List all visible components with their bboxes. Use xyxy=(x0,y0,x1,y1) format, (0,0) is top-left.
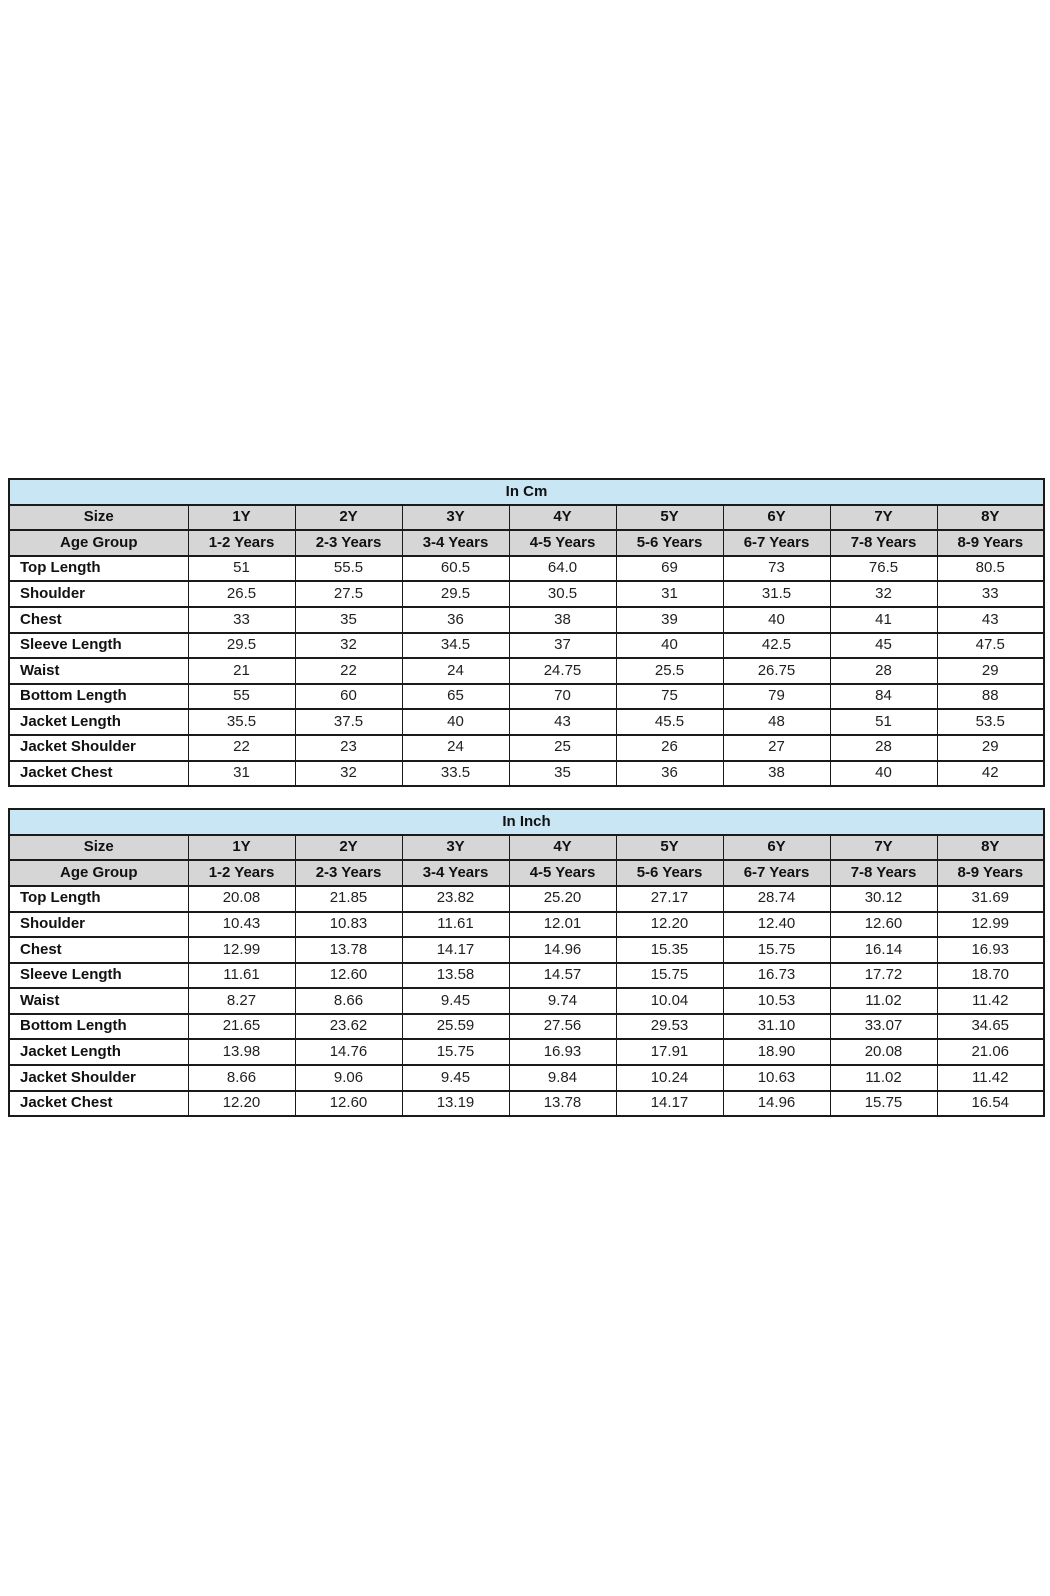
measurement-value: 55 xyxy=(188,684,295,710)
measurement-value: 16.73 xyxy=(723,963,830,989)
measurement-value: 12.20 xyxy=(616,912,723,938)
measurement-row-label: Jacket Chest xyxy=(9,1091,188,1117)
size-column-header: 3Y xyxy=(402,835,509,861)
age-group-value: 8-9 Years xyxy=(937,530,1044,556)
measurement-value: 51 xyxy=(830,709,937,735)
measurement-value: 33 xyxy=(937,581,1044,607)
measurement-value: 31.5 xyxy=(723,581,830,607)
age-group-value: 1-2 Years xyxy=(188,530,295,556)
measurement-value: 15.75 xyxy=(402,1039,509,1065)
measurement-row-label: Shoulder xyxy=(9,912,188,938)
measurement-value: 80.5 xyxy=(937,556,1044,582)
size-column-header: 7Y xyxy=(830,505,937,531)
age-group-value: 8-9 Years xyxy=(937,860,1044,886)
measurement-value: 26.75 xyxy=(723,658,830,684)
age-group-value: 2-3 Years xyxy=(295,860,402,886)
measurement-value: 16.93 xyxy=(937,937,1044,963)
measurement-value: 33.07 xyxy=(830,1014,937,1040)
size-column-header: 3Y xyxy=(402,505,509,531)
measurement-value: 12.40 xyxy=(723,912,830,938)
measurement-value: 20.08 xyxy=(830,1039,937,1065)
measurement-row-label: Chest xyxy=(9,607,188,633)
age-group-value: 6-7 Years xyxy=(723,530,830,556)
measurement-row xyxy=(9,1091,1044,1117)
measurement-value: 25 xyxy=(509,735,616,761)
measurement-value: 76.5 xyxy=(830,556,937,582)
measurement-value: 36 xyxy=(402,607,509,633)
measurement-row-label: Jacket Length xyxy=(9,709,188,735)
measurement-row xyxy=(9,607,1044,633)
measurement-value: 13.78 xyxy=(509,1091,616,1117)
measurement-value: 18.70 xyxy=(937,963,1044,989)
measurement-value: 36 xyxy=(616,761,723,787)
size-header-label: Size xyxy=(9,835,188,861)
measurement-row xyxy=(9,709,1044,735)
measurement-row-label: Bottom Length xyxy=(9,1014,188,1040)
measurement-value: 14.96 xyxy=(723,1091,830,1117)
measurement-value: 13.78 xyxy=(295,937,402,963)
measurement-value: 8.27 xyxy=(188,988,295,1014)
measurement-value: 9.84 xyxy=(509,1065,616,1091)
measurement-row xyxy=(9,886,1044,912)
measurement-value: 8.66 xyxy=(188,1065,295,1091)
size-chart-tables xyxy=(8,478,1045,1117)
measurement-value: 23 xyxy=(295,735,402,761)
measurement-value: 31 xyxy=(188,761,295,787)
age-group-value: 7-8 Years xyxy=(830,530,937,556)
measurement-value: 8.66 xyxy=(295,988,402,1014)
measurement-value: 69 xyxy=(616,556,723,582)
measurement-value: 16.93 xyxy=(509,1039,616,1065)
table-title-row xyxy=(9,479,1044,505)
size-chart-table-cm xyxy=(8,478,1045,787)
age-group-label: Age Group xyxy=(9,860,188,886)
measurement-value: 40 xyxy=(830,761,937,787)
measurement-row-label: Bottom Length xyxy=(9,684,188,710)
measurement-row xyxy=(9,1065,1044,1091)
measurement-value: 17.91 xyxy=(616,1039,723,1065)
measurement-value: 9.45 xyxy=(402,988,509,1014)
measurement-value: 64.0 xyxy=(509,556,616,582)
measurement-value: 27.5 xyxy=(295,581,402,607)
measurement-value: 32 xyxy=(295,761,402,787)
size-header-row xyxy=(9,505,1044,531)
measurement-value: 25.59 xyxy=(402,1014,509,1040)
measurement-value: 21.06 xyxy=(937,1039,1044,1065)
age-group-value: 5-6 Years xyxy=(616,530,723,556)
measurement-value: 45.5 xyxy=(616,709,723,735)
measurement-row-label: Waist xyxy=(9,658,188,684)
measurement-value: 10.24 xyxy=(616,1065,723,1091)
measurement-row xyxy=(9,556,1044,582)
measurement-value: 27 xyxy=(723,735,830,761)
measurement-value: 20.08 xyxy=(188,886,295,912)
size-column-header: 6Y xyxy=(723,505,830,531)
measurement-value: 42 xyxy=(937,761,1044,787)
size-column-header: 2Y xyxy=(295,835,402,861)
measurement-value: 35 xyxy=(295,607,402,633)
measurement-row xyxy=(9,581,1044,607)
table-title: In Inch xyxy=(9,809,1044,835)
measurement-value: 27.17 xyxy=(616,886,723,912)
measurement-value: 23.82 xyxy=(402,886,509,912)
measurement-value: 24 xyxy=(402,735,509,761)
table-title-row xyxy=(9,809,1044,835)
measurement-value: 39 xyxy=(616,607,723,633)
measurement-value: 18.90 xyxy=(723,1039,830,1065)
measurement-value: 21.85 xyxy=(295,886,402,912)
age-group-value: 3-4 Years xyxy=(402,530,509,556)
size-chart-table-inch xyxy=(8,808,1045,1117)
size-column-header: 1Y xyxy=(188,505,295,531)
measurement-row xyxy=(9,1014,1044,1040)
measurement-value: 22 xyxy=(188,735,295,761)
measurement-value: 84 xyxy=(830,684,937,710)
measurement-row xyxy=(9,963,1044,989)
measurement-value: 12.99 xyxy=(937,912,1044,938)
measurement-value: 12.20 xyxy=(188,1091,295,1117)
age-group-value: 6-7 Years xyxy=(723,860,830,886)
measurement-value: 35.5 xyxy=(188,709,295,735)
measurement-value: 34.65 xyxy=(937,1014,1044,1040)
measurement-value: 16.14 xyxy=(830,937,937,963)
measurement-value: 38 xyxy=(509,607,616,633)
measurement-value: 12.60 xyxy=(295,1091,402,1117)
measurement-value: 40 xyxy=(723,607,830,633)
measurement-value: 37 xyxy=(509,633,616,659)
measurement-value: 11.42 xyxy=(937,988,1044,1014)
size-column-header: 8Y xyxy=(937,505,1044,531)
measurement-value: 26 xyxy=(616,735,723,761)
measurement-value: 21 xyxy=(188,658,295,684)
size-column-header: 8Y xyxy=(937,835,1044,861)
measurement-value: 9.45 xyxy=(402,1065,509,1091)
measurement-value: 22 xyxy=(295,658,402,684)
measurement-row xyxy=(9,761,1044,787)
measurement-value: 28 xyxy=(830,735,937,761)
measurement-row-label: Jacket Shoulder xyxy=(9,1065,188,1091)
measurement-value: 11.61 xyxy=(402,912,509,938)
measurement-row-label: Chest xyxy=(9,937,188,963)
size-header-label: Size xyxy=(9,505,188,531)
measurement-value: 60.5 xyxy=(402,556,509,582)
size-column-header: 6Y xyxy=(723,835,830,861)
measurement-value: 79 xyxy=(723,684,830,710)
measurement-value: 11.61 xyxy=(188,963,295,989)
measurement-value: 10.83 xyxy=(295,912,402,938)
age-group-row xyxy=(9,530,1044,556)
measurement-value: 40 xyxy=(616,633,723,659)
measurement-value: 40 xyxy=(402,709,509,735)
measurement-value: 23.62 xyxy=(295,1014,402,1040)
measurement-row-label: Top Length xyxy=(9,556,188,582)
measurement-value: 13.58 xyxy=(402,963,509,989)
size-column-header: 1Y xyxy=(188,835,295,861)
measurement-value: 55.5 xyxy=(295,556,402,582)
measurement-value: 10.04 xyxy=(616,988,723,1014)
measurement-value: 12.60 xyxy=(830,912,937,938)
size-column-header: 2Y xyxy=(295,505,402,531)
age-group-value: 1-2 Years xyxy=(188,860,295,886)
measurement-value: 37.5 xyxy=(295,709,402,735)
measurement-value: 28 xyxy=(830,658,937,684)
measurement-value: 47.5 xyxy=(937,633,1044,659)
measurement-value: 9.74 xyxy=(509,988,616,1014)
size-column-header: 4Y xyxy=(509,505,616,531)
measurement-value: 13.98 xyxy=(188,1039,295,1065)
measurement-value: 45 xyxy=(830,633,937,659)
measurement-value: 14.96 xyxy=(509,937,616,963)
measurement-value: 12.60 xyxy=(295,963,402,989)
measurement-row-label: Sleeve Length xyxy=(9,963,188,989)
measurement-row xyxy=(9,633,1044,659)
measurement-value: 30.5 xyxy=(509,581,616,607)
measurement-row xyxy=(9,937,1044,963)
age-group-label: Age Group xyxy=(9,530,188,556)
measurement-row-label: Jacket Shoulder xyxy=(9,735,188,761)
measurement-value: 15.75 xyxy=(723,937,830,963)
measurement-value: 48 xyxy=(723,709,830,735)
measurement-value: 10.53 xyxy=(723,988,830,1014)
measurement-value: 10.43 xyxy=(188,912,295,938)
size-column-header: 5Y xyxy=(616,835,723,861)
measurement-value: 32 xyxy=(295,633,402,659)
measurement-value: 11.02 xyxy=(830,1065,937,1091)
measurement-value: 65 xyxy=(402,684,509,710)
measurement-value: 24.75 xyxy=(509,658,616,684)
measurement-value: 88 xyxy=(937,684,1044,710)
age-group-value: 4-5 Years xyxy=(509,530,616,556)
measurement-row xyxy=(9,988,1044,1014)
measurement-value: 34.5 xyxy=(402,633,509,659)
measurement-row-label: Top Length xyxy=(9,886,188,912)
measurement-row xyxy=(9,658,1044,684)
measurement-row xyxy=(9,912,1044,938)
measurement-value: 31.10 xyxy=(723,1014,830,1040)
measurement-value: 15.35 xyxy=(616,937,723,963)
measurement-value: 30.12 xyxy=(830,886,937,912)
size-column-header: 7Y xyxy=(830,835,937,861)
measurement-value: 32 xyxy=(830,581,937,607)
measurement-value: 42.5 xyxy=(723,633,830,659)
measurement-value: 25.5 xyxy=(616,658,723,684)
measurement-value: 60 xyxy=(295,684,402,710)
measurement-value: 11.02 xyxy=(830,988,937,1014)
age-group-value: 7-8 Years xyxy=(830,860,937,886)
measurement-value: 73 xyxy=(723,556,830,582)
measurement-value: 29 xyxy=(937,735,1044,761)
measurement-value: 51 xyxy=(188,556,295,582)
measurement-row-label: Jacket Length xyxy=(9,1039,188,1065)
measurement-row xyxy=(9,1039,1044,1065)
measurement-value: 29.5 xyxy=(402,581,509,607)
measurement-value: 31 xyxy=(616,581,723,607)
size-header-row xyxy=(9,835,1044,861)
measurement-row-label: Shoulder xyxy=(9,581,188,607)
measurement-value: 41 xyxy=(830,607,937,633)
age-group-row xyxy=(9,860,1044,886)
measurement-value: 14.17 xyxy=(616,1091,723,1117)
measurement-value: 10.63 xyxy=(723,1065,830,1091)
measurement-value: 27.56 xyxy=(509,1014,616,1040)
measurement-value: 24 xyxy=(402,658,509,684)
measurement-value: 12.01 xyxy=(509,912,616,938)
measurement-value: 14.76 xyxy=(295,1039,402,1065)
measurement-value: 14.17 xyxy=(402,937,509,963)
measurement-value: 15.75 xyxy=(616,963,723,989)
age-group-value: 5-6 Years xyxy=(616,860,723,886)
measurement-value: 15.75 xyxy=(830,1091,937,1117)
measurement-value: 53.5 xyxy=(937,709,1044,735)
measurement-row-label: Sleeve Length xyxy=(9,633,188,659)
measurement-value: 12.99 xyxy=(188,937,295,963)
measurement-row xyxy=(9,735,1044,761)
measurement-value: 31.69 xyxy=(937,886,1044,912)
measurement-value: 13.19 xyxy=(402,1091,509,1117)
measurement-value: 21.65 xyxy=(188,1014,295,1040)
measurement-row xyxy=(9,684,1044,710)
measurement-row-label: Waist xyxy=(9,988,188,1014)
measurement-value: 35 xyxy=(509,761,616,787)
measurement-value: 17.72 xyxy=(830,963,937,989)
age-group-value: 3-4 Years xyxy=(402,860,509,886)
measurement-value: 26.5 xyxy=(188,581,295,607)
measurement-value: 43 xyxy=(509,709,616,735)
measurement-value: 75 xyxy=(616,684,723,710)
measurement-value: 11.42 xyxy=(937,1065,1044,1091)
age-group-value: 4-5 Years xyxy=(509,860,616,886)
measurement-value: 38 xyxy=(723,761,830,787)
size-column-header: 4Y xyxy=(509,835,616,861)
measurement-value: 33 xyxy=(188,607,295,633)
measurement-value: 14.57 xyxy=(509,963,616,989)
measurement-value: 16.54 xyxy=(937,1091,1044,1117)
measurement-value: 70 xyxy=(509,684,616,710)
size-column-header: 5Y xyxy=(616,505,723,531)
table-title: In Cm xyxy=(9,479,1044,505)
measurement-row-label: Jacket Chest xyxy=(9,761,188,787)
measurement-value: 9.06 xyxy=(295,1065,402,1091)
measurement-value: 33.5 xyxy=(402,761,509,787)
measurement-value: 29.53 xyxy=(616,1014,723,1040)
measurement-value: 28.74 xyxy=(723,886,830,912)
measurement-value: 25.20 xyxy=(509,886,616,912)
measurement-value: 29 xyxy=(937,658,1044,684)
age-group-value: 2-3 Years xyxy=(295,530,402,556)
measurement-value: 43 xyxy=(937,607,1044,633)
measurement-value: 29.5 xyxy=(188,633,295,659)
